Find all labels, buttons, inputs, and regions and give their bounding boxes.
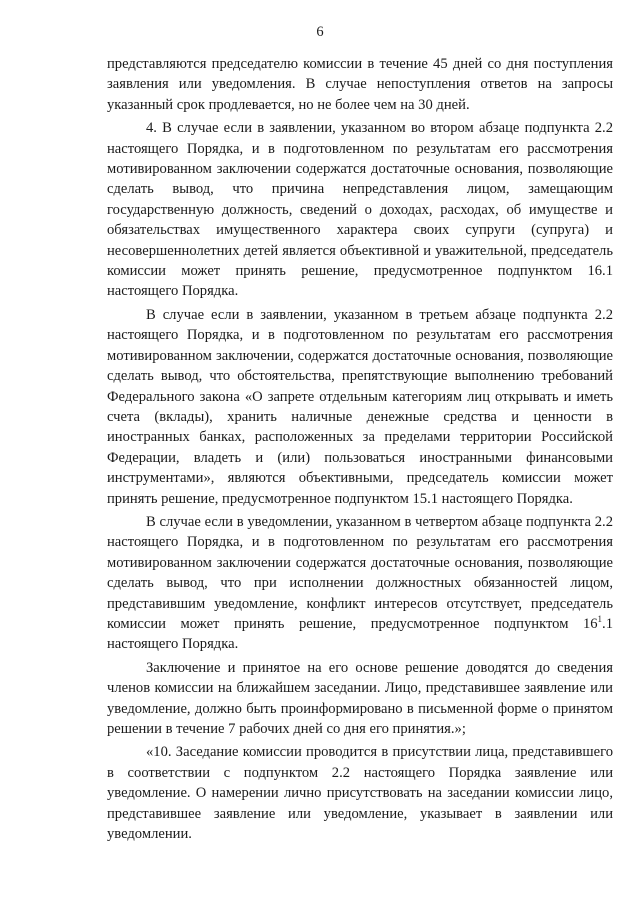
paragraph-text: 4. В случае если в заявлении, указанном во втором абзаце подпункта 2.2 настоящего Порядка, и в подготовленном по результатам его рассмотрения мотивированном заключении содержатся достаточные основания, позволяющие сделать вывод, что причина непредставления лицом, замещающим государственную должность, сведений о доходах, расходах, об имуществе и обязательствах имущественного характера своих супруги (супруга) и несовершеннолетних детей является объективной и уважительной, председатель комиссии может принять решение, предусмотренное подпунктом 16.1 настоящего Порядка.	[107, 120, 613, 300]
paragraph-text: представляются председателю комиссии в течение 45 дней со дня поступления заявления или уведомления. В случае непоступления ответов на запросы указанный срок продлевается, но не более чем на 30 дней.	[107, 56, 613, 113]
page-number: 6	[316, 24, 324, 40]
paragraph	[107, 118, 613, 302]
document-body	[107, 54, 613, 847]
paragraph-text: В случае если в уведомлении, указанном в четвертом абзаце подпункта 2.2 настоящего Порядка, и в подготовленном по результатам его рассмотрения мотивированном заключении содержатся достаточные основания, позволяющие сделать вывод, что при исполнении должностных обязанностей лицом, представившим уведомление, конфликт интересов отсутствует, председатель комиссии может принять решение, предусмотренное подпунктом 16	[107, 513, 613, 632]
paragraph	[107, 512, 613, 655]
paragraph	[107, 305, 613, 509]
paragraph	[107, 54, 613, 115]
paragraph-text: Заключение и принятое на его основе решение доводятся до сведения членов комиссии на ближайшем заседании. Лицо, представившее заявление или уведомление, должно быть проинформировано в письменной форме о принятом решении в течение 7 рабочих дней со дня его принятия.»;	[107, 659, 613, 737]
paragraph-text: «10. Заседание комиссии проводится в присутствии лица, представившего в соответствии с подпунктом 2.2 настоящего Порядка заявление или уведомление. О намерении лично присутствовать на заседании комиссии лицо, представившее заявление или уведомление, указывает в заявлении или уведомлении.	[107, 744, 613, 843]
paragraph-text: В случае если в заявлении, указанном в третьем абзаце подпункта 2.2 настоящего Порядка, и в подготовленном по результатам его рассмотрения мотивированном заключении, содержатся достаточные основания, позволяющие сделать вывод, что обстоятельства, препятствующие выполнению требований Федерального закона «О запрете отдельным категориям лиц открывать и иметь счета (вклады), хранить наличные денежные средства и ценности в иностранных банках, расположенных за пределами территории Российской Федерации, владеть и (или) пользоваться иностранными финансовыми инструментами», являются объективными, председатель комиссии может принять решение, предусмотренное подпунктом 15.1 настоящего Порядка.	[107, 306, 613, 507]
paragraph	[107, 658, 613, 740]
paragraph	[107, 742, 613, 844]
paragraph-text: .1 настоящего Порядка.	[107, 615, 613, 653]
superscript: 1	[597, 614, 603, 625]
